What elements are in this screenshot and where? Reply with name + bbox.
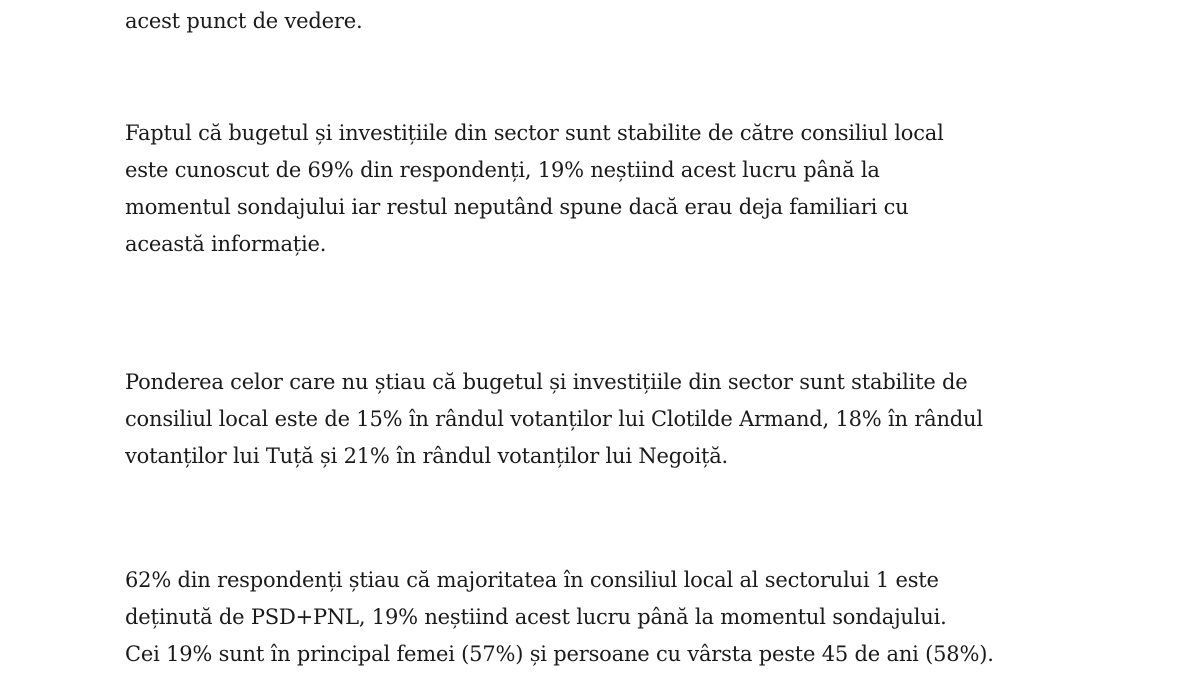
paragraph-0 [125,3,1115,40]
paragraph-line: este cunoscut de 69% din respondenți, 19% neștiind acest lucru până la [125,158,880,182]
paragraph-line: deținută de PSD+PNL, 19% neștiind acest lucru până la momentul sondajului. [125,605,947,629]
paragraph-line: Faptul că bugetul și investițiile din sector sunt stabilite de către consiliul local [125,121,944,145]
paragraph-3 [125,562,1115,673]
paragraph-line: 62% din respondenți știau că majoritatea în consiliul local al sectorului 1 este [125,568,939,592]
paragraph-1 [125,115,1115,263]
paragraph-line: momentul sondajului iar restul neputând spune dacă erau deja familiari cu [125,195,909,219]
paragraph-line: votanților lui Tuță și 21% în rândul votanților lui Negoiță. [125,444,728,468]
paragraph-line: consiliul local este de 15% în rândul votanților lui Clotilde Armand, 18% în rândul [125,407,983,431]
paragraph-line: acest punct de vedere. [125,9,363,33]
paragraph-2 [125,364,1115,475]
paragraph-line: Ponderea celor care nu știau că bugetul și investițiile din sector sunt stabilite de [125,370,968,394]
paragraph-line: această informație. [125,232,327,256]
paragraph-line: Cei 19% sunt în principal femei (57%) și persoane cu vârsta peste 45 de ani (58%). [125,642,994,666]
